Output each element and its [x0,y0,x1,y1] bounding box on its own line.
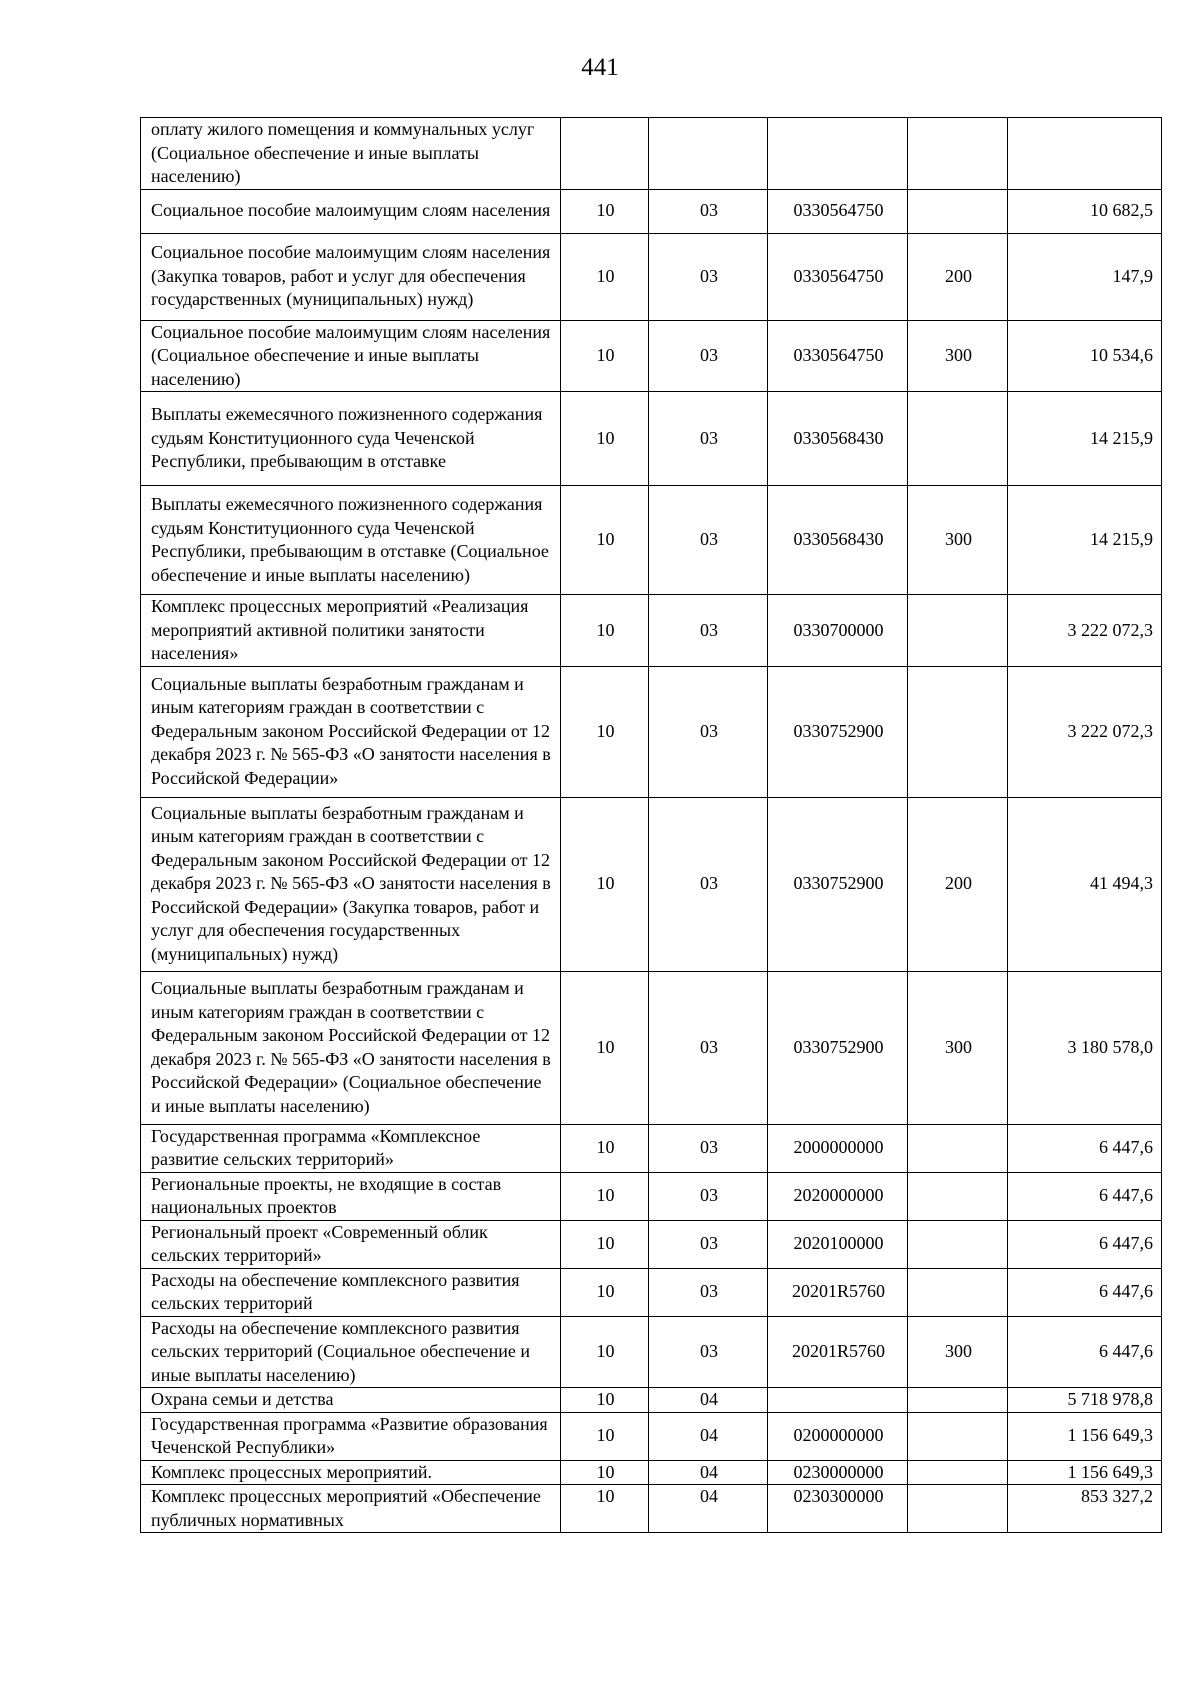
row-subsection: 03 [649,1124,768,1172]
row-name: Государственная программа «Комплексное развитие сельских территорий» [141,1124,561,1172]
row-target-article: 0330564750 [768,189,908,233]
row-section: 10 [561,1220,649,1268]
row-subsection: 03 [649,1268,768,1316]
row-subsection: 04 [649,1412,768,1460]
row-sum: 41 494,3 [1008,797,1162,971]
row-name: Региональные проекты, не входящие в состав национальных проектов [141,1172,561,1220]
row-expense-type: 300 [908,971,1008,1124]
row-section [561,118,649,190]
row-sum: 147,9 [1008,233,1162,320]
row-name: оплату жилого помещения и коммунальных услуг (Социальное обеспечение и иные выплаты населению) [141,118,561,190]
row-target-article: 0330564750 [768,320,908,392]
row-section: 10 [561,666,649,797]
row-subsection: 03 [649,1220,768,1268]
table-row [141,189,1162,233]
row-section: 10 [561,1412,649,1460]
row-name: Комплекс процессных мероприятий. [141,1460,561,1485]
row-expense-type: 200 [908,233,1008,320]
row-section: 10 [561,1460,649,1485]
row-section: 10 [561,1316,649,1388]
row-target-article: 2000000000 [768,1124,908,1172]
row-name: Выплаты ежемесячного пожизненного содержания судьям Конституционного суда Чеченской Республики, пребывающим в отставке [141,392,561,486]
table-row [141,1124,1162,1172]
row-target-article: 0330752900 [768,666,908,797]
row-expense-type [908,1460,1008,1485]
row-target-article [768,1388,908,1413]
table-row [141,971,1162,1124]
row-expense-type [908,118,1008,190]
row-section: 10 [561,1172,649,1220]
row-sum: 5 718 978,8 [1008,1388,1162,1413]
row-subsection: 03 [649,392,768,486]
row-target-article: 2020000000 [768,1172,908,1220]
table-row [141,486,1162,595]
row-expense-type: 300 [908,486,1008,595]
row-expense-type: 300 [908,320,1008,392]
table-row [141,797,1162,971]
row-section: 10 [561,320,649,392]
table-row [141,1268,1162,1316]
table-row [141,320,1162,392]
row-sum: 6 447,6 [1008,1316,1162,1388]
row-expense-type [908,1485,1008,1533]
table-row [141,392,1162,486]
row-expense-type [908,666,1008,797]
row-subsection [649,118,768,190]
table-row [141,1460,1162,1485]
page-number: 441 [581,54,619,81]
table-row [141,1220,1162,1268]
row-sum: 6 447,6 [1008,1124,1162,1172]
row-subsection: 04 [649,1388,768,1413]
row-target-article: 0230300000 [768,1485,908,1533]
row-name: Социальное пособие малоимущим слоям населения (Социальное обеспечение и иные выплаты населению) [141,320,561,392]
row-section: 10 [561,233,649,320]
row-name: Социальное пособие малоимущим слоям населения (Закупка товаров, работ и услуг для обеспечения государственных (муниципальных) нужд) [141,233,561,320]
table-row [141,595,1162,667]
row-sum: 14 215,9 [1008,486,1162,595]
row-section: 10 [561,1124,649,1172]
row-section: 10 [561,392,649,486]
row-sum: 10 534,6 [1008,320,1162,392]
table-row [141,1485,1162,1533]
row-name: Социальные выплаты безработным гражданам и иным категориям граждан в соответствии с Федеральным законом Российской Федерации от 12 декабря 2023 г. № 565-ФЗ «О занятости населения в Российской Федерации» (Закупка товаров, работ и услуг для обеспечения государственных (муниципальных) нужд) [141,797,561,971]
row-target-article: 20201R5760 [768,1316,908,1388]
row-subsection: 03 [649,1316,768,1388]
row-expense-type [908,189,1008,233]
row-target-article [768,118,908,190]
row-expense-type [908,392,1008,486]
row-expense-type: 200 [908,797,1008,971]
row-sum: 6 447,6 [1008,1172,1162,1220]
row-section: 10 [561,595,649,667]
row-expense-type: 300 [908,1316,1008,1388]
row-subsection: 03 [649,189,768,233]
row-expense-type [908,595,1008,667]
row-subsection: 03 [649,971,768,1124]
row-name: Комплекс процессных мероприятий «Реализация мероприятий активной политики занятости населения» [141,595,561,667]
row-sum: 3 180 578,0 [1008,971,1162,1124]
row-name: Расходы на обеспечение комплексного развития сельских территорий (Социальное обеспечение и иные выплаты населению) [141,1316,561,1388]
row-sum: 3 222 072,3 [1008,666,1162,797]
row-subsection: 03 [649,486,768,595]
row-name: Региональный проект «Современный облик сельских территорий» [141,1220,561,1268]
row-target-article: 0330564750 [768,233,908,320]
row-section: 10 [561,189,649,233]
row-subsection: 03 [649,666,768,797]
row-target-article: 0330568430 [768,486,908,595]
row-expense-type [908,1388,1008,1413]
row-name: Социальные выплаты безработным гражданам и иным категориям граждан в соответствии с Федеральным законом Российской Федерации от 12 декабря 2023 г. № 565-ФЗ «О занятости населения в Российской Федерации» (Социальное обеспечение и иные выплаты населению) [141,971,561,1124]
row-section: 10 [561,1485,649,1533]
row-target-article: 0330752900 [768,797,908,971]
row-sum: 6 447,6 [1008,1220,1162,1268]
row-target-article: 0200000000 [768,1412,908,1460]
row-section: 10 [561,1388,649,1413]
row-sum: 1 156 649,3 [1008,1412,1162,1460]
row-section: 10 [561,971,649,1124]
row-subsection: 04 [649,1485,768,1533]
row-name: Выплаты ежемесячного пожизненного содержания судьям Конституционного суда Чеченской Республики, пребывающим в отставке (Социальное обеспечение и иные выплаты населению) [141,486,561,595]
row-sum: 853 327,2 [1008,1485,1162,1533]
table-row [141,1388,1162,1413]
row-target-article: 20201R5760 [768,1268,908,1316]
row-target-article: 0330752900 [768,971,908,1124]
row-subsection: 03 [649,797,768,971]
budget-table-body [141,118,1162,1533]
table-row [141,233,1162,320]
row-name: Государственная программа «Развитие образования Чеченской Республики» [141,1412,561,1460]
row-sum [1008,118,1162,190]
row-expense-type [908,1412,1008,1460]
table-row [141,118,1162,190]
row-expense-type [908,1124,1008,1172]
row-subsection: 03 [649,233,768,320]
table-row [141,666,1162,797]
table-row [141,1412,1162,1460]
row-name: Социальное пособие малоимущим слоям населения [141,189,561,233]
row-expense-type [908,1172,1008,1220]
row-section: 10 [561,797,649,971]
row-target-article: 0330568430 [768,392,908,486]
row-name: Охрана семьи и детства [141,1388,561,1413]
row-name: Расходы на обеспечение комплексного развития сельских территорий [141,1268,561,1316]
row-sum: 6 447,6 [1008,1268,1162,1316]
row-target-article: 0230000000 [768,1460,908,1485]
row-sum: 14 215,9 [1008,392,1162,486]
row-sum: 3 222 072,3 [1008,595,1162,667]
row-section: 10 [561,1268,649,1316]
row-section: 10 [561,486,649,595]
row-subsection: 04 [649,1460,768,1485]
table-row [141,1316,1162,1388]
row-expense-type [908,1220,1008,1268]
row-target-article: 2020100000 [768,1220,908,1268]
row-target-article: 0330700000 [768,595,908,667]
row-sum: 10 682,5 [1008,189,1162,233]
table-row [141,1172,1162,1220]
row-subsection: 03 [649,320,768,392]
row-sum: 1 156 649,3 [1008,1460,1162,1485]
row-name: Социальные выплаты безработным гражданам и иным категориям граждан в соответствии с Федеральным законом Российской Федерации от 12 декабря 2023 г. № 565-ФЗ «О занятости населения в Российской Федерации» [141,666,561,797]
row-subsection: 03 [649,595,768,667]
budget-table [140,117,1162,1533]
row-subsection: 03 [649,1172,768,1220]
row-name: Комплекс процессных мероприятий «Обеспечение публичных нормативных [141,1485,561,1533]
row-expense-type [908,1268,1008,1316]
